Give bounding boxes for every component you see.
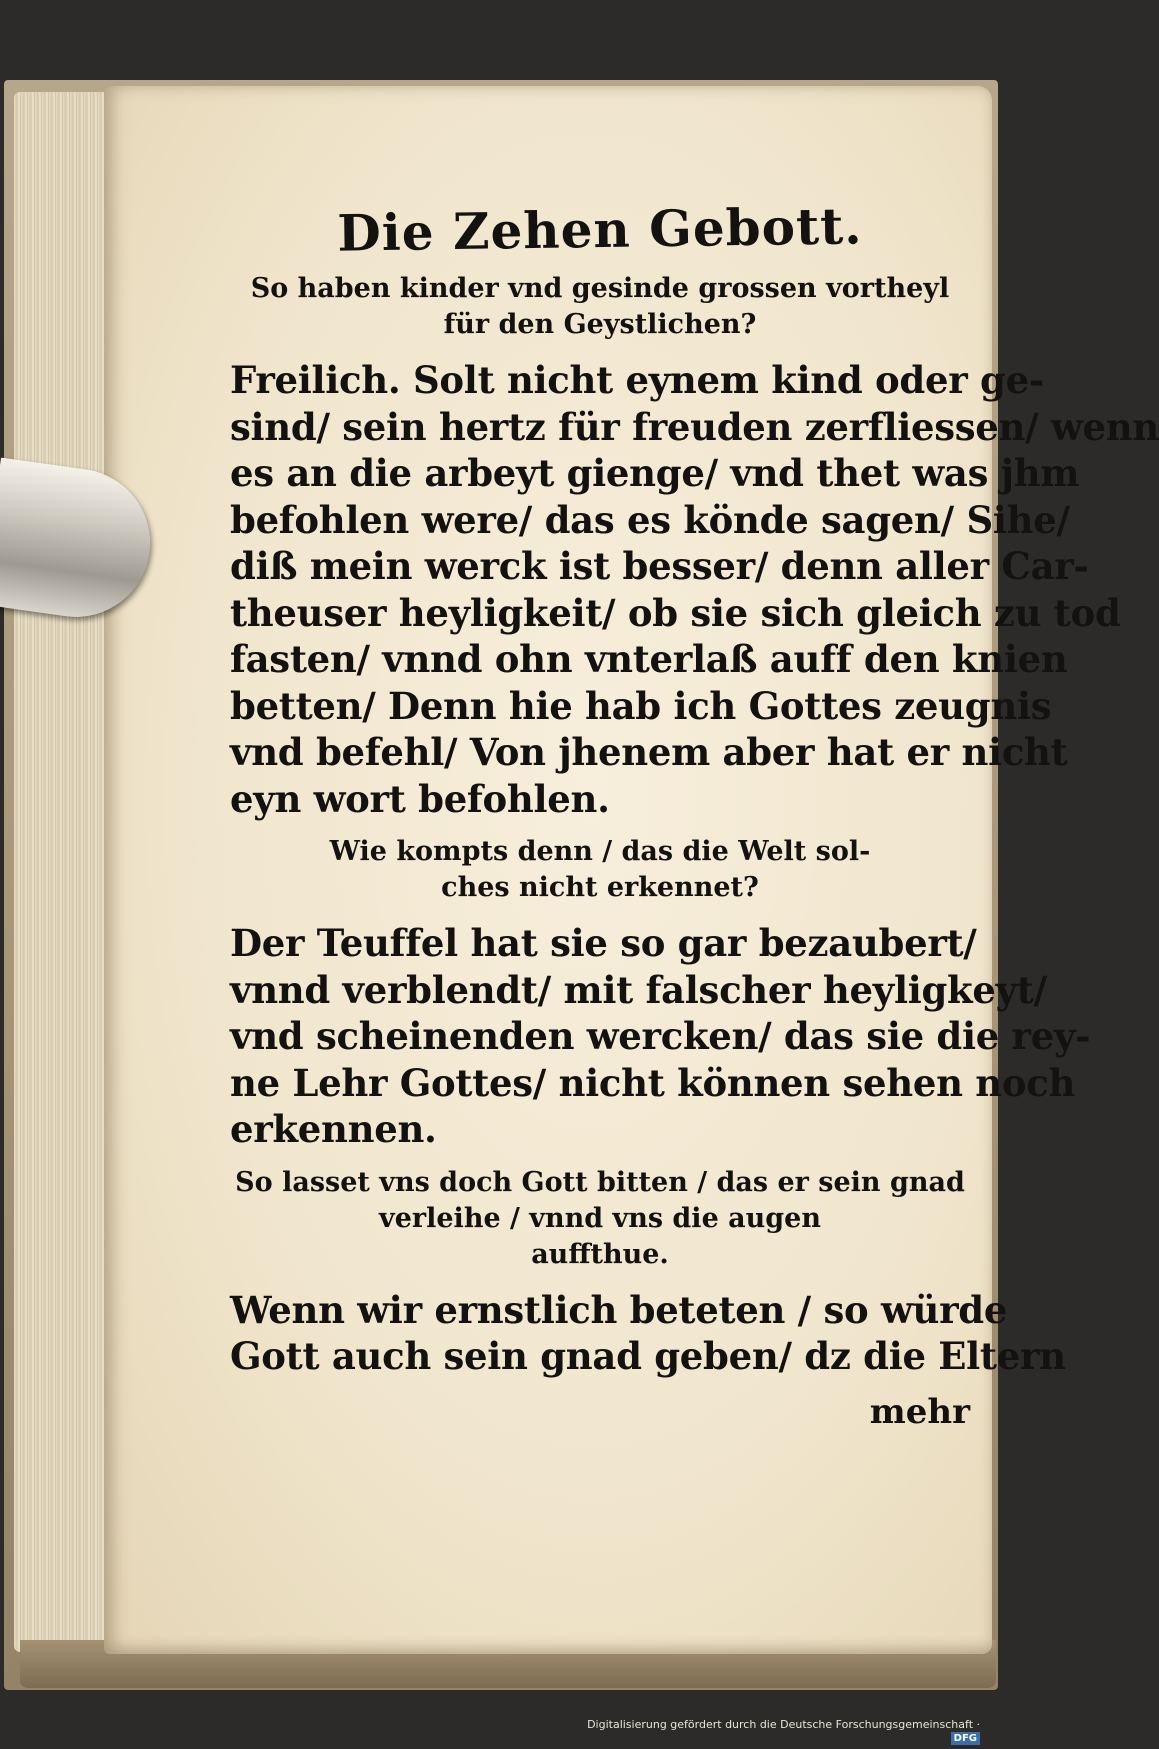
answer-line: eyn wort befohlen. xyxy=(230,776,610,821)
question-line: So haben kinder vnd gesinde grossen vortheyl xyxy=(250,273,950,304)
answer-line: Wenn wir ernstlich beteten / so würde xyxy=(230,1287,1008,1332)
answer-line: theuser heyligkeit/ ob sie sich gleich zu tod xyxy=(230,590,1121,635)
question-2 xyxy=(230,834,970,906)
answer-line: Freilich. Solt nicht eynem kind oder ge- xyxy=(230,358,1044,402)
sections xyxy=(230,271,1159,1380)
answer-1 xyxy=(230,357,1159,822)
dfg-logo: DFG xyxy=(951,1732,980,1745)
question-line: für den Geystlichen? xyxy=(443,309,757,340)
credit-text: Digitalisierung gefördert durch die Deutsche Forschungsgemeinschaft · xyxy=(587,1718,980,1731)
page-text xyxy=(230,196,1159,1432)
question-3 xyxy=(230,1165,970,1273)
answer-line: betten/ Denn hie hab ich Gottes zeugnis xyxy=(230,683,1052,728)
answer-line: sind/ sein hertz für freuden zerfliessen/ wenn xyxy=(230,404,1159,449)
question-line: verleihe / vnnd vns die augen xyxy=(379,1202,821,1234)
answer-line: vnd scheinenden wercken/ das sie die rey- xyxy=(230,1014,1091,1058)
answer-line: diß mein werck ist besser/ denn aller Car- xyxy=(230,544,1089,588)
question-line: So lasset vns doch Gott bitten / das er sein gnad xyxy=(235,1166,965,1198)
question-line: auffthue. xyxy=(531,1238,669,1270)
answer-line: ne Lehr Gottes/ nicht können sehen noch xyxy=(230,1060,1076,1105)
answer-line: es an die arbeyt gienge/ vnd thet was jhm xyxy=(230,451,1080,495)
question-1 xyxy=(230,271,970,343)
running-title: Die Zehen Gebott. xyxy=(336,196,863,263)
answer-line: vnd befehl/ Von jhenem aber hat er nicht xyxy=(230,730,1068,774)
answer-2 xyxy=(230,920,1091,1153)
answer-line: erkennen. xyxy=(230,1107,437,1151)
question-line: ches nicht erkennet? xyxy=(441,872,759,903)
answer-line: befohlen were/ das es könde sagen/ Sihe/ xyxy=(230,497,1070,542)
answer-line: vnnd verblendt/ mit falscher heyligkeyt/ xyxy=(230,967,1047,1012)
question-line: Wie kompts denn / das die Welt sol- xyxy=(329,836,871,867)
digitization-credit xyxy=(560,1718,980,1745)
catchword: mehr xyxy=(869,1391,970,1432)
answer-line: Der Teuffel hat sie so gar bezaubert/ xyxy=(230,921,977,965)
answer-line: Gott auch sein gnad geben/ dz die Eltern xyxy=(230,1334,1066,1378)
answer-line: fasten/ vnnd ohn vnterlaß auff den knien xyxy=(230,637,1068,681)
answer-3 xyxy=(230,1287,1066,1380)
